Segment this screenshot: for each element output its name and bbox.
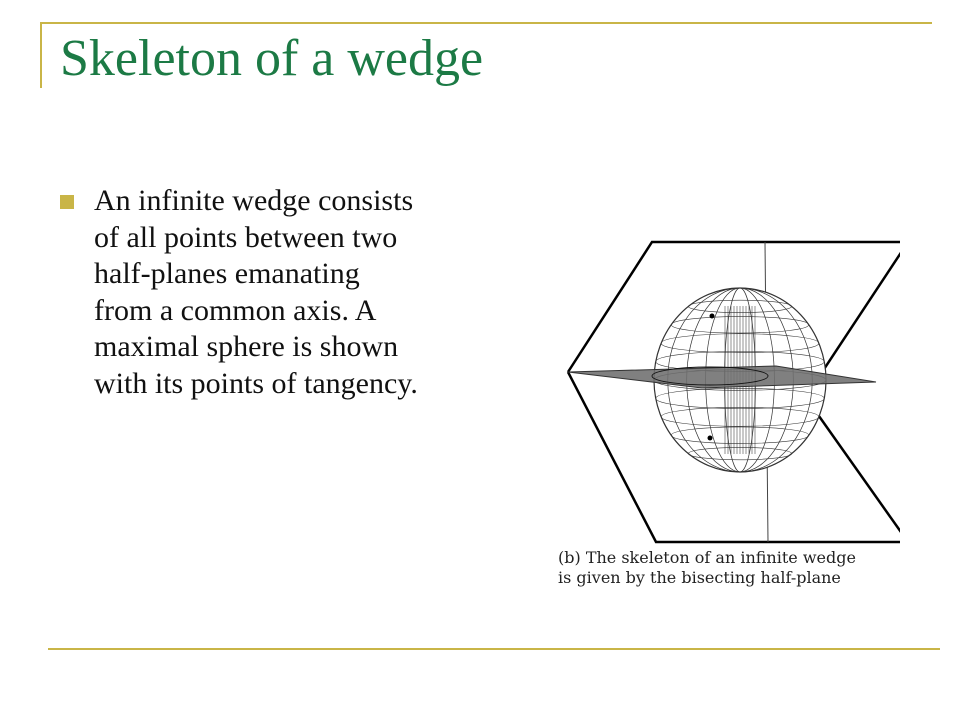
top-accent-vertical-rule (40, 22, 42, 88)
wedge-skeleton-diagram (550, 230, 900, 550)
caption-line-2: is given by the bisecting half-plane (558, 568, 841, 587)
bullet-list (60, 183, 420, 403)
tangency-point-upper (710, 314, 715, 319)
bottom-accent-rule (48, 648, 940, 650)
figure-caption (558, 548, 856, 588)
slide-title: Skeleton of a wedge (60, 30, 484, 87)
caption-line-1: (b) The skeleton of an infinite wedge (558, 548, 856, 567)
wedge-figure (550, 230, 900, 550)
top-accent-horizontal-rule (40, 22, 932, 24)
bullet-square-icon (60, 195, 74, 209)
tangency-point-lower (708, 436, 713, 441)
bullet-text: An infinite wedge consists of all points between two half-planes emanating from a common axis. A maximal sphere is shown with its points of tangency. (94, 184, 418, 400)
